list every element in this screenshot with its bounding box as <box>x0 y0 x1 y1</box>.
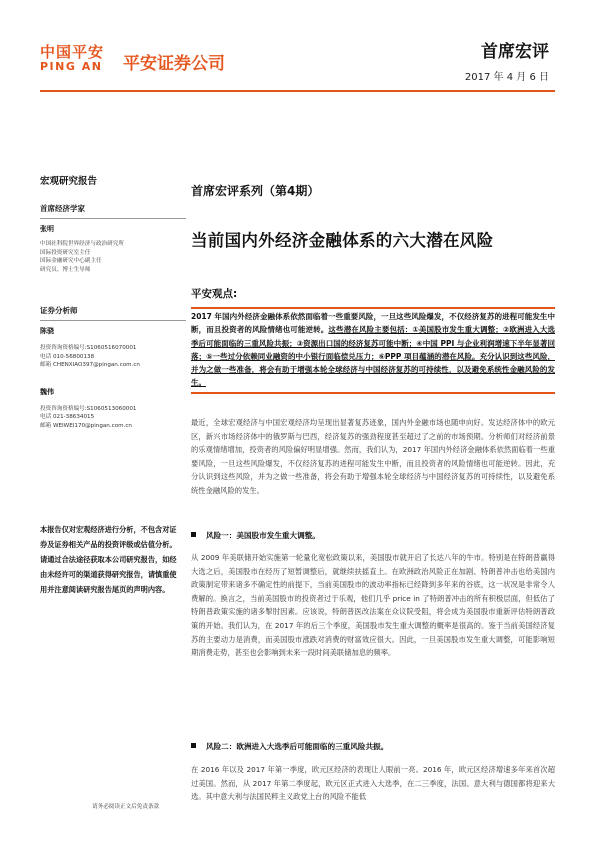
risk-heading: 风险二：欧洲进入大选季后可能面临的三重风险共振。 <box>191 741 388 753</box>
view-label: 平安观点: <box>191 288 238 300</box>
report-type-title: 首席宏评 <box>481 42 549 62</box>
key-points-tail: 充分认识到这些风险，并为之做一些准备，将会有助于增强本轮全球经济与中国经济复苏的可持续性，以及避免系统性金融风险的发生。 <box>191 351 555 388</box>
analyst-phone: 电话 010-56800138 <box>40 353 95 360</box>
analyst-license: 投资咨询资格编号:S1060516070001 <box>40 345 137 351</box>
chief-title-line: 国际投资研究室主任 <box>40 249 91 256</box>
risk1-paragraph: 从 2009 年美联储开始实施第一轮量化宽松政策以来，美国股市就开启了长达八年的牛市。特别是在特朗普赢得大选之后，美国股市在经历了短暂调整后，就继续扶摇直上。在欧洲政治风险正在加剧、特朗普冲击也给美国内政策制定带来诸多不确定性的前提下，当前美国股市的波动率指标已经降到多年来的谷底，这一状况是非常令人费解的。换言之，当前美国股市的投资者过于乐观，他们几乎 price in 了特朗普冲击的所有积极层面，但低估了特朗普政策实施的诸多掣肘因素。应该说，特朗普医改法案在众议院受阻，将会成为美国股市重新评估特朗普政策的开始。我们认为，在 2017 年的后三个季度，美国股市发生重大调整的概率是很高的。鉴于当前美国经济复苏的主要动力是消费，而美国股市涨跌对消费的财富效应很大。因此，一旦美国股市发生重大调整，可能影响短期消费走势，甚至也会影响到未来一段时间美联储加息的频率。 <box>191 553 555 658</box>
chief-title-line: 中国社科院世界经济与政治研究所 <box>40 241 124 247</box>
analyst-label: 证券分析师 <box>40 306 186 321</box>
analyst-license: 投资咨询资格编号:S1060513060001 <box>40 405 137 412</box>
square-bullet-icon <box>191 743 196 748</box>
analyst-email: 邮箱 WEIWEI170@pingan.com.cn <box>40 422 132 429</box>
report-date: 2017 年 4 月 6 日 <box>464 72 549 83</box>
sidebar <box>40 176 186 430</box>
key-points-risks: 这些潜在风险主要包括：①美国股市发生重大调整；②欧洲进入大选季后可能面临的三重风险共振；③资源出口国的经济复苏可能中断；④中国 PPI 与企业利润增速下半年显著回落；⑤一些过分依赖同业融资的中小银行面临偿兑压力；⑥PPP 项目蕴涵的潜在风险。 <box>191 325 556 361</box>
disclaimer-text: 本报告仅对宏观经济进行分析，不包含对证券及证券相关产品的投资评级或估值分析。请通过合法途径获取本公司研究报告，如经由未经许可的渠道获得研究报告，请慎重使用并注意阅读研究报告尾页的声明内容。 <box>40 525 177 594</box>
analyst-phone: 电话 021-38634015 <box>40 414 95 420</box>
footer-note: 请务必阅读正文后免责条款 <box>92 804 160 810</box>
pingan-logo-chinese: 中国平安 <box>40 43 105 61</box>
pingan-logo-english: PING AN <box>40 60 103 73</box>
company-name: 平安证券公司 <box>123 54 225 74</box>
key-points-box <box>191 307 555 394</box>
header-rule <box>40 90 555 92</box>
analyst-name: 陈骁 <box>40 327 54 335</box>
key-points-lead: 2017 年国内外经济金融体系依然面临着一些重要风险，一旦这些风险爆发，不仅经济复苏的进程可能发生中断，而且投资者的风险情绪也可能逆转。 <box>191 312 555 335</box>
risk-heading: 风险一：美国股市发生重大调整。 <box>191 530 320 542</box>
square-bullet-icon <box>191 532 196 537</box>
chief-title-line: 国际金融研究中心副主任 <box>40 258 102 264</box>
analyst-name: 魏伟 <box>40 387 54 396</box>
chief-economist-name: 张明 <box>40 225 54 233</box>
analyst-email: 邮箱 CHENXIAO397@pingan.com.cn <box>40 362 140 368</box>
page-title: 当前国内外经济金融体系的六大潜在风险 <box>191 231 494 250</box>
chief-economist-label: 首席经济学家 <box>40 204 186 219</box>
series-title: 首席宏评系列（第4期） <box>191 184 320 198</box>
intro-paragraph: 最近，全球宏观经济与中国宏观经济均呈现出显著复苏迹象，国内外金融市场也随申向好。发达经济体中的欧元区，新兴市场经济体中的俄罗斯与巴西，经济复苏的强劲程度甚至超过了之前的市场预期。分析师们对经济前景的乐观情绪增加，投资者的风险偏好明显增强。然而，我们认为，2017 年国内外经济金融体系依然面临着一些重要风险，一旦这些风险爆发，不仅经济复苏的进程可能发生中断，而且投资者的风险情绪也可能逆转。因此，充分认识到这些风险，并为之做一些准备，将会有助于增强本轮全球经济与中国经济复苏的可持续性，以及避免系统性金融风险的发生。 <box>191 418 555 495</box>
risk2-paragraph: 在 2016 年以及 2017 年第一季度，欧元区经济的表现让人眼前一亮。2016 年，欧元区经济增速多年来首次超过美国。然而，从 2017 年第二季度起，欧元区正式进入大选季，在二三季度，法国、意大利与德国都将迎来大选。其中意大利与法国民粹主义政党上台的风险不能低 <box>191 765 555 802</box>
sidebar-title: 宏观研究报告 <box>40 176 98 187</box>
chief-title-line: 研究员、博士生导师 <box>40 266 91 273</box>
